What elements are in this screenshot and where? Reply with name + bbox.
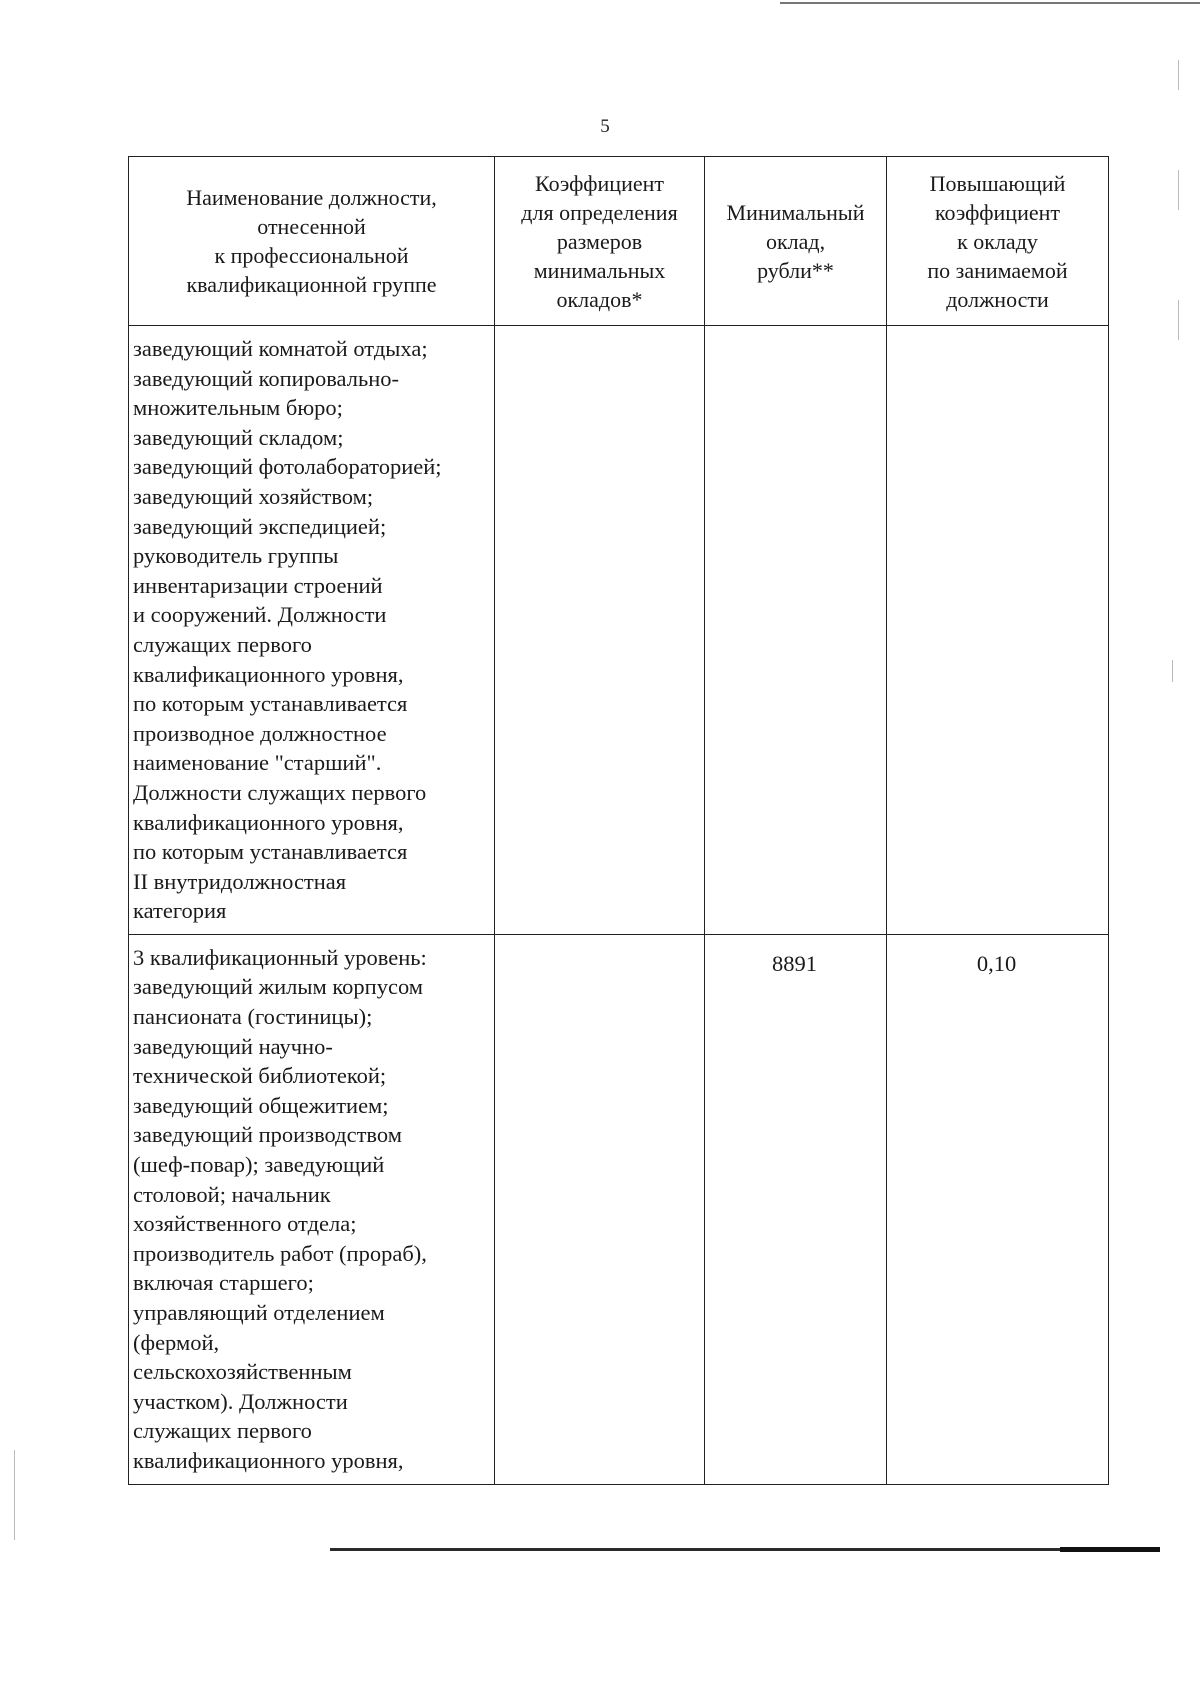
raising-coefficient-cell: [887, 326, 1109, 935]
coefficient-cell: [495, 326, 705, 935]
scan-mark: [1178, 170, 1179, 210]
position-name-cell: 3 квалификационный уровень: заведующий жилым корпусом пансионата (гостиницы); заведующий научно- технической библиотекой; заведующий общежитием; заведующий производством (шеф-повар); заведующий столовой; начальник хозяйственного отдела; производитель работ (прораб), включая старшего; управляющий отделением (фермой, сельскохозяйственным участком). Должности служащих первого квалификационного уровня,: [129, 934, 495, 1484]
page-number: 5: [600, 116, 610, 137]
coefficient-cell: [495, 934, 705, 1484]
table-header-row: [129, 157, 1109, 326]
raising-coefficient-cell: 0,10: [887, 934, 1109, 1484]
table-row: [129, 934, 1109, 1484]
header-coefficient: Коэффициент для определения размеров минимальных окладов*: [495, 157, 705, 326]
position-name-cell: заведующий комнатой отдыха; заведующий копировально- множительным бюро; заведующий складом; заведующий фотолабораторией; заведующий хозяйством; заведующий экспедицией; руководитель группы инвентаризации строений и сооружений. Должности служащих первого квалификационного уровня, по которым устанавливается производное должностное наименование "старший". Должности служащих первого квалификационного уровня, по которым устанавливается II внутридолжностная категория: [129, 326, 495, 935]
salary-table: [128, 156, 1109, 1485]
header-min-salary: Минимальный оклад, рубли**: [705, 157, 887, 326]
scan-edge-top: [780, 2, 1200, 4]
scan-mark: [14, 1450, 15, 1540]
scan-mark: [1178, 60, 1179, 90]
header-position-name: Наименование должности, отнесенной к профессиональной квалификационной группе: [129, 157, 495, 326]
scan-edge-bottom: [330, 1548, 1160, 1551]
header-raising-coefficient: Повышающий коэффициент к окладу по занимаемой должности: [887, 157, 1109, 326]
min-salary-cell: 8891: [705, 934, 887, 1484]
table-row: [129, 326, 1109, 935]
scan-mark: [1178, 300, 1179, 340]
scan-mark: [1172, 660, 1173, 682]
scan-edge-bottom-thick: [1060, 1547, 1160, 1552]
min-salary-cell: [705, 326, 887, 935]
